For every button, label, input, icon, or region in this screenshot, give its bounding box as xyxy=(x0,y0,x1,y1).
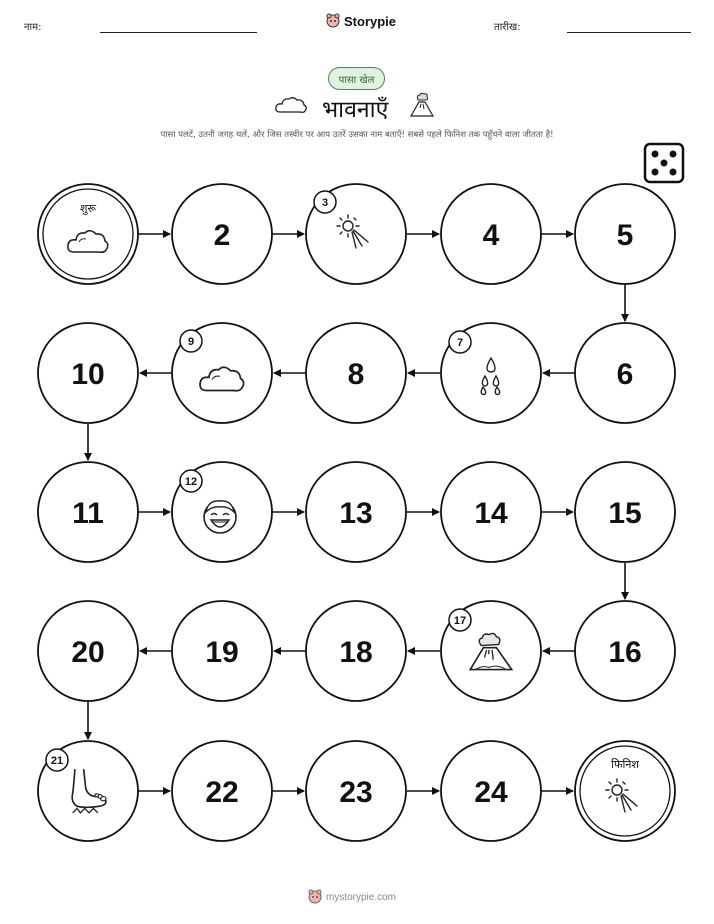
cell-number-20: 20 xyxy=(71,636,105,669)
board-cell-19[interactable] xyxy=(172,601,272,701)
cell-number-8: 8 xyxy=(347,358,365,391)
cell-number-17: 17 xyxy=(453,615,467,627)
board-cell-21[interactable] xyxy=(38,741,138,841)
page-title: भावनाएँ xyxy=(322,97,389,123)
board-cell-23[interactable] xyxy=(306,741,406,841)
board-cell-18[interactable] xyxy=(306,601,406,701)
cell-number-16: 16 xyxy=(608,636,642,669)
instructions: पासा पलटें, उतनी जगह चलें, और जिस तस्वीर पर आप उतरें उसका नाम बताएँ! सबसे पहले फिनिश तक पहुँचने वाला जीतता है! xyxy=(160,130,554,140)
board-cell-2[interactable] xyxy=(172,184,272,284)
laughing-face-icon xyxy=(204,501,236,533)
board-cell-9[interactable] xyxy=(172,323,272,423)
game-type-badge: पासा खेल xyxy=(328,67,385,90)
cell-number-19: 19 xyxy=(205,636,239,669)
date-label: तारीख: xyxy=(494,22,521,33)
cell-number-6: 6 xyxy=(616,358,634,391)
board-cell-7[interactable] xyxy=(441,323,541,423)
cell-number-22: 22 xyxy=(205,776,239,809)
cell-number-14: 14 xyxy=(474,497,508,530)
cell-number-7: 7 xyxy=(456,337,464,349)
cell-number-15: 15 xyxy=(608,497,642,530)
brand-name: Storypie xyxy=(344,13,397,29)
board-cell-16[interactable] xyxy=(575,601,675,701)
cell-number-3: 3 xyxy=(321,197,329,209)
cell-number-11: 11 xyxy=(72,497,104,530)
cell-number-9: 9 xyxy=(187,336,195,348)
footer-site-link[interactable]: mystorypie.com xyxy=(326,891,397,903)
board-cell-15[interactable] xyxy=(575,462,675,562)
cell-number-12: 12 xyxy=(184,476,198,488)
footer xyxy=(308,889,396,905)
board-cell-10[interactable] xyxy=(38,323,138,423)
board-cell-6[interactable] xyxy=(575,323,675,423)
cell-number-10: 10 xyxy=(71,358,105,391)
board-cell-20[interactable] xyxy=(38,601,138,701)
storypie-mascot-icon xyxy=(308,889,322,905)
cell-number-5: 5 xyxy=(616,219,634,252)
cell-number-13: 13 xyxy=(339,497,373,530)
board-cell-8[interactable] xyxy=(306,323,406,423)
board-cell-12[interactable] xyxy=(172,462,272,562)
board-cell-17[interactable] xyxy=(441,601,541,701)
board-cell-5[interactable] xyxy=(575,184,675,284)
board-cell-11[interactable] xyxy=(38,462,138,562)
finish-label: फिनिश xyxy=(611,758,639,771)
board-cell-14[interactable] xyxy=(441,462,541,562)
start-label: शुरू xyxy=(79,202,97,215)
cell-number-24: 24 xyxy=(474,776,508,809)
cell-number-2: 2 xyxy=(213,219,231,252)
board-cell-3[interactable] xyxy=(306,184,406,284)
name-label: नाम: xyxy=(24,22,42,33)
cell-number-18: 18 xyxy=(339,636,373,669)
board-cell-22[interactable] xyxy=(172,741,272,841)
cell-number-4: 4 xyxy=(482,219,500,252)
board-cell-start[interactable] xyxy=(38,184,138,284)
cell-number-23: 23 xyxy=(339,776,373,809)
board-cell-13[interactable] xyxy=(306,462,406,562)
board-cell-24[interactable] xyxy=(441,741,541,841)
board-cell-finish[interactable] xyxy=(575,741,675,841)
cell-number-21: 21 xyxy=(50,755,64,767)
board-cell-4[interactable] xyxy=(441,184,541,284)
